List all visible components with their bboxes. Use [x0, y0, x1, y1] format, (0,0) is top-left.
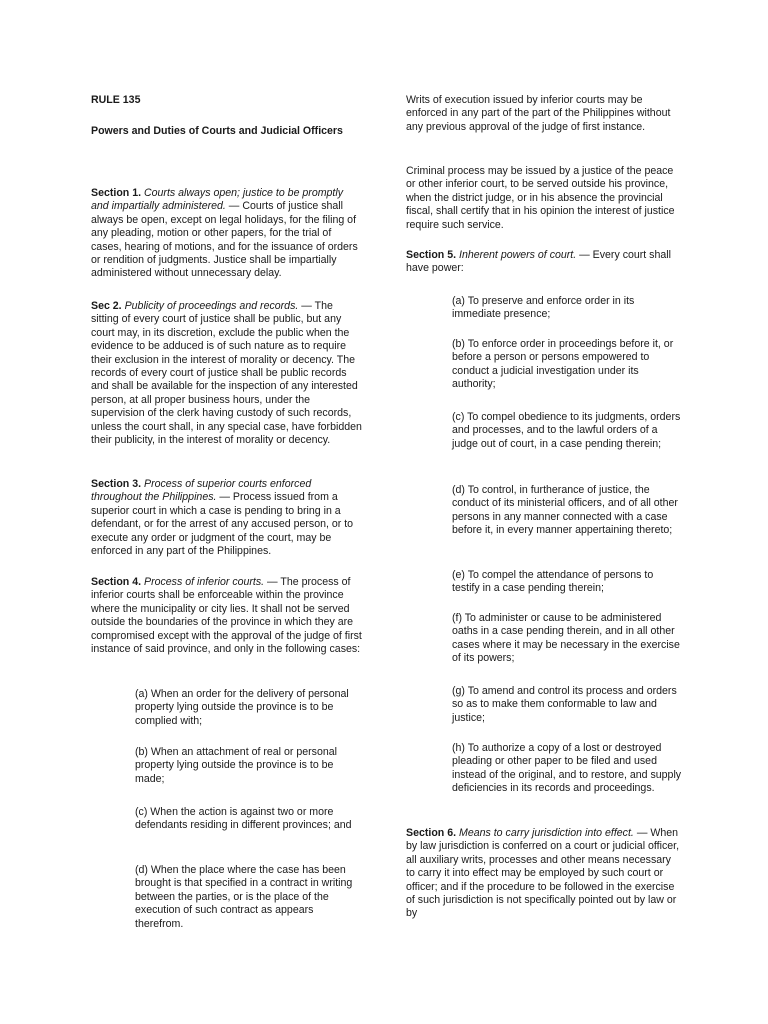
section-2-label: Sec 2.: [91, 300, 122, 312]
section-5-item-f: (f) To administer or cause to be administered oaths in a case pending therein, and in all other cases where it may be necessary in the exercise of its powers;: [452, 612, 680, 665]
section-2-body: — The sitting of every court of justice shall be public, but any court may, in its discretion, exclude the public when the evidence to be adduced is of such nature as to require their exclusion in the interest of morality or decency. The records of every court of justice shall be public records and shall be available for the inspection of any interested person, at all proper business hours, under the supervision of the clerk having custody of such records, unless the court shall, in any special case, have forbidden their publicity, in the interest of morality or decency.: [91, 300, 362, 447]
section-2: [91, 300, 363, 447]
section-4-heading: Process of inferior courts.: [144, 576, 265, 588]
section-4-item-b: (b) When an attachment of real or personal property lying outside the province is to be made;: [135, 746, 337, 785]
section-5-item-e: (e) To compel the attendance of persons to testify in a case pending therein;: [452, 569, 654, 595]
section-2-heading: Publicity of proceedings and records.: [124, 300, 299, 312]
section-4-label: Section 4.: [91, 576, 142, 588]
section-6-heading: Means to carry jurisdiction into effect.: [459, 827, 634, 839]
section-1-body: — Courts of justice shall always be open, except on legal holidays, for the filing of any pleading, motion or other papers, for the trial of cases, hearing of motions, and for the issuance of orders or rendition of judgments. Justice shall be impartially administered without unnecessary delay.: [91, 200, 358, 280]
section-5: [406, 249, 681, 276]
section-6: [406, 827, 681, 921]
section-5-item-d: (d) To control, in furtherance of justice, the conduct of its ministerial officers, and of all other persons in any manner connected with a case before it, in every manner appertaining thereto;: [452, 484, 678, 537]
section-4-body: — The process of inferior courts shall be enforceable within the province where the municipality or city lies. It shall not be served outside the boundaries of the province in which they are compromised except with the approval of the judge of first instance of said province, and only in the following cases:: [91, 576, 362, 656]
section-4-item-a: (a) When an order for the delivery of personal property lying outside the province is to be complied with;: [135, 688, 349, 727]
section-5-label: Section 5.: [406, 249, 457, 261]
section-5-item-g: (g) To amend and control its process and orders so as to make them conformable to law and justice;: [452, 685, 677, 724]
section-3-heading: Process of superior courts enforced throughout the Philippines.: [91, 478, 312, 504]
section-1: [91, 187, 363, 281]
section-4-item-c: (c) When the action is against two or more defendants residing in different provinces; and: [135, 806, 352, 832]
section-5-item-b: (b) To enforce order in proceedings before it, or before a person or persons empowered to conduct a judicial investigation under its authority;: [452, 338, 674, 391]
rule-title: RULE 135: [91, 94, 141, 106]
section-6-label: Section 6.: [406, 827, 457, 839]
section-4-item-d: (d) When the place where the case has been brought is that specified in a contract in writing between the parties, or is the place of the execution of such contract as appears therefrom.: [135, 864, 353, 930]
section-4-criminal-process-paragraph: Criminal process may be issued by a justice of the peace or other inferior court, to be served outside his province, when the district judge, or in his absence the provincial fiscal, shall certify that in his opinion the interest of justice require such service.: [406, 165, 675, 231]
section-5-item-a: (a) To preserve and enforce order in its immediate presence;: [452, 295, 635, 321]
section-1-heading: Courts always open; justice to be promptly and impartially administered.: [91, 187, 344, 213]
section-4: [91, 576, 363, 656]
section-5-body: — Every court shall have power:: [406, 249, 671, 275]
section-1-label: Section 1.: [91, 187, 142, 199]
section-5-item-c: (c) To compel obedience to its judgments, orders and processes, and to the lawful orders of a judge out of court, in a case pending therein;: [452, 411, 681, 450]
section-5-heading: Inherent powers of court.: [459, 249, 577, 261]
section-4-writs-paragraph: Writs of execution issued by inferior courts may be enforced in any part of the part of the Philippines without any previous approval of the judge of first instance.: [406, 94, 671, 133]
section-3: [91, 478, 363, 558]
section-6-body: — When by law jurisdiction is conferred on a court or judicial officer, all auxiliary writs, processes and other means necessary to carry it into effect may be employed by such court or officer; and if the procedure to be followed in the exercise of such jurisdiction is not specifically pointed out by law or by: [406, 827, 680, 920]
section-3-label: Section 3.: [91, 478, 142, 490]
rule-subtitle: Powers and Duties of Courts and Judicial Officers: [91, 125, 343, 137]
section-3-body: — Process issued from a superior court in which a case is pending to bring in a defendant, or for the arrest of any accused person, or to execute any order or judgment of the court, may be enforced in any part of the Philippines.: [91, 491, 354, 558]
section-5-item-h: (h) To authorize a copy of a lost or destroyed pleading or other paper to be filed and used instead of the original, and to restore, and supply deficiencies in its records and proceedings.: [452, 742, 682, 795]
